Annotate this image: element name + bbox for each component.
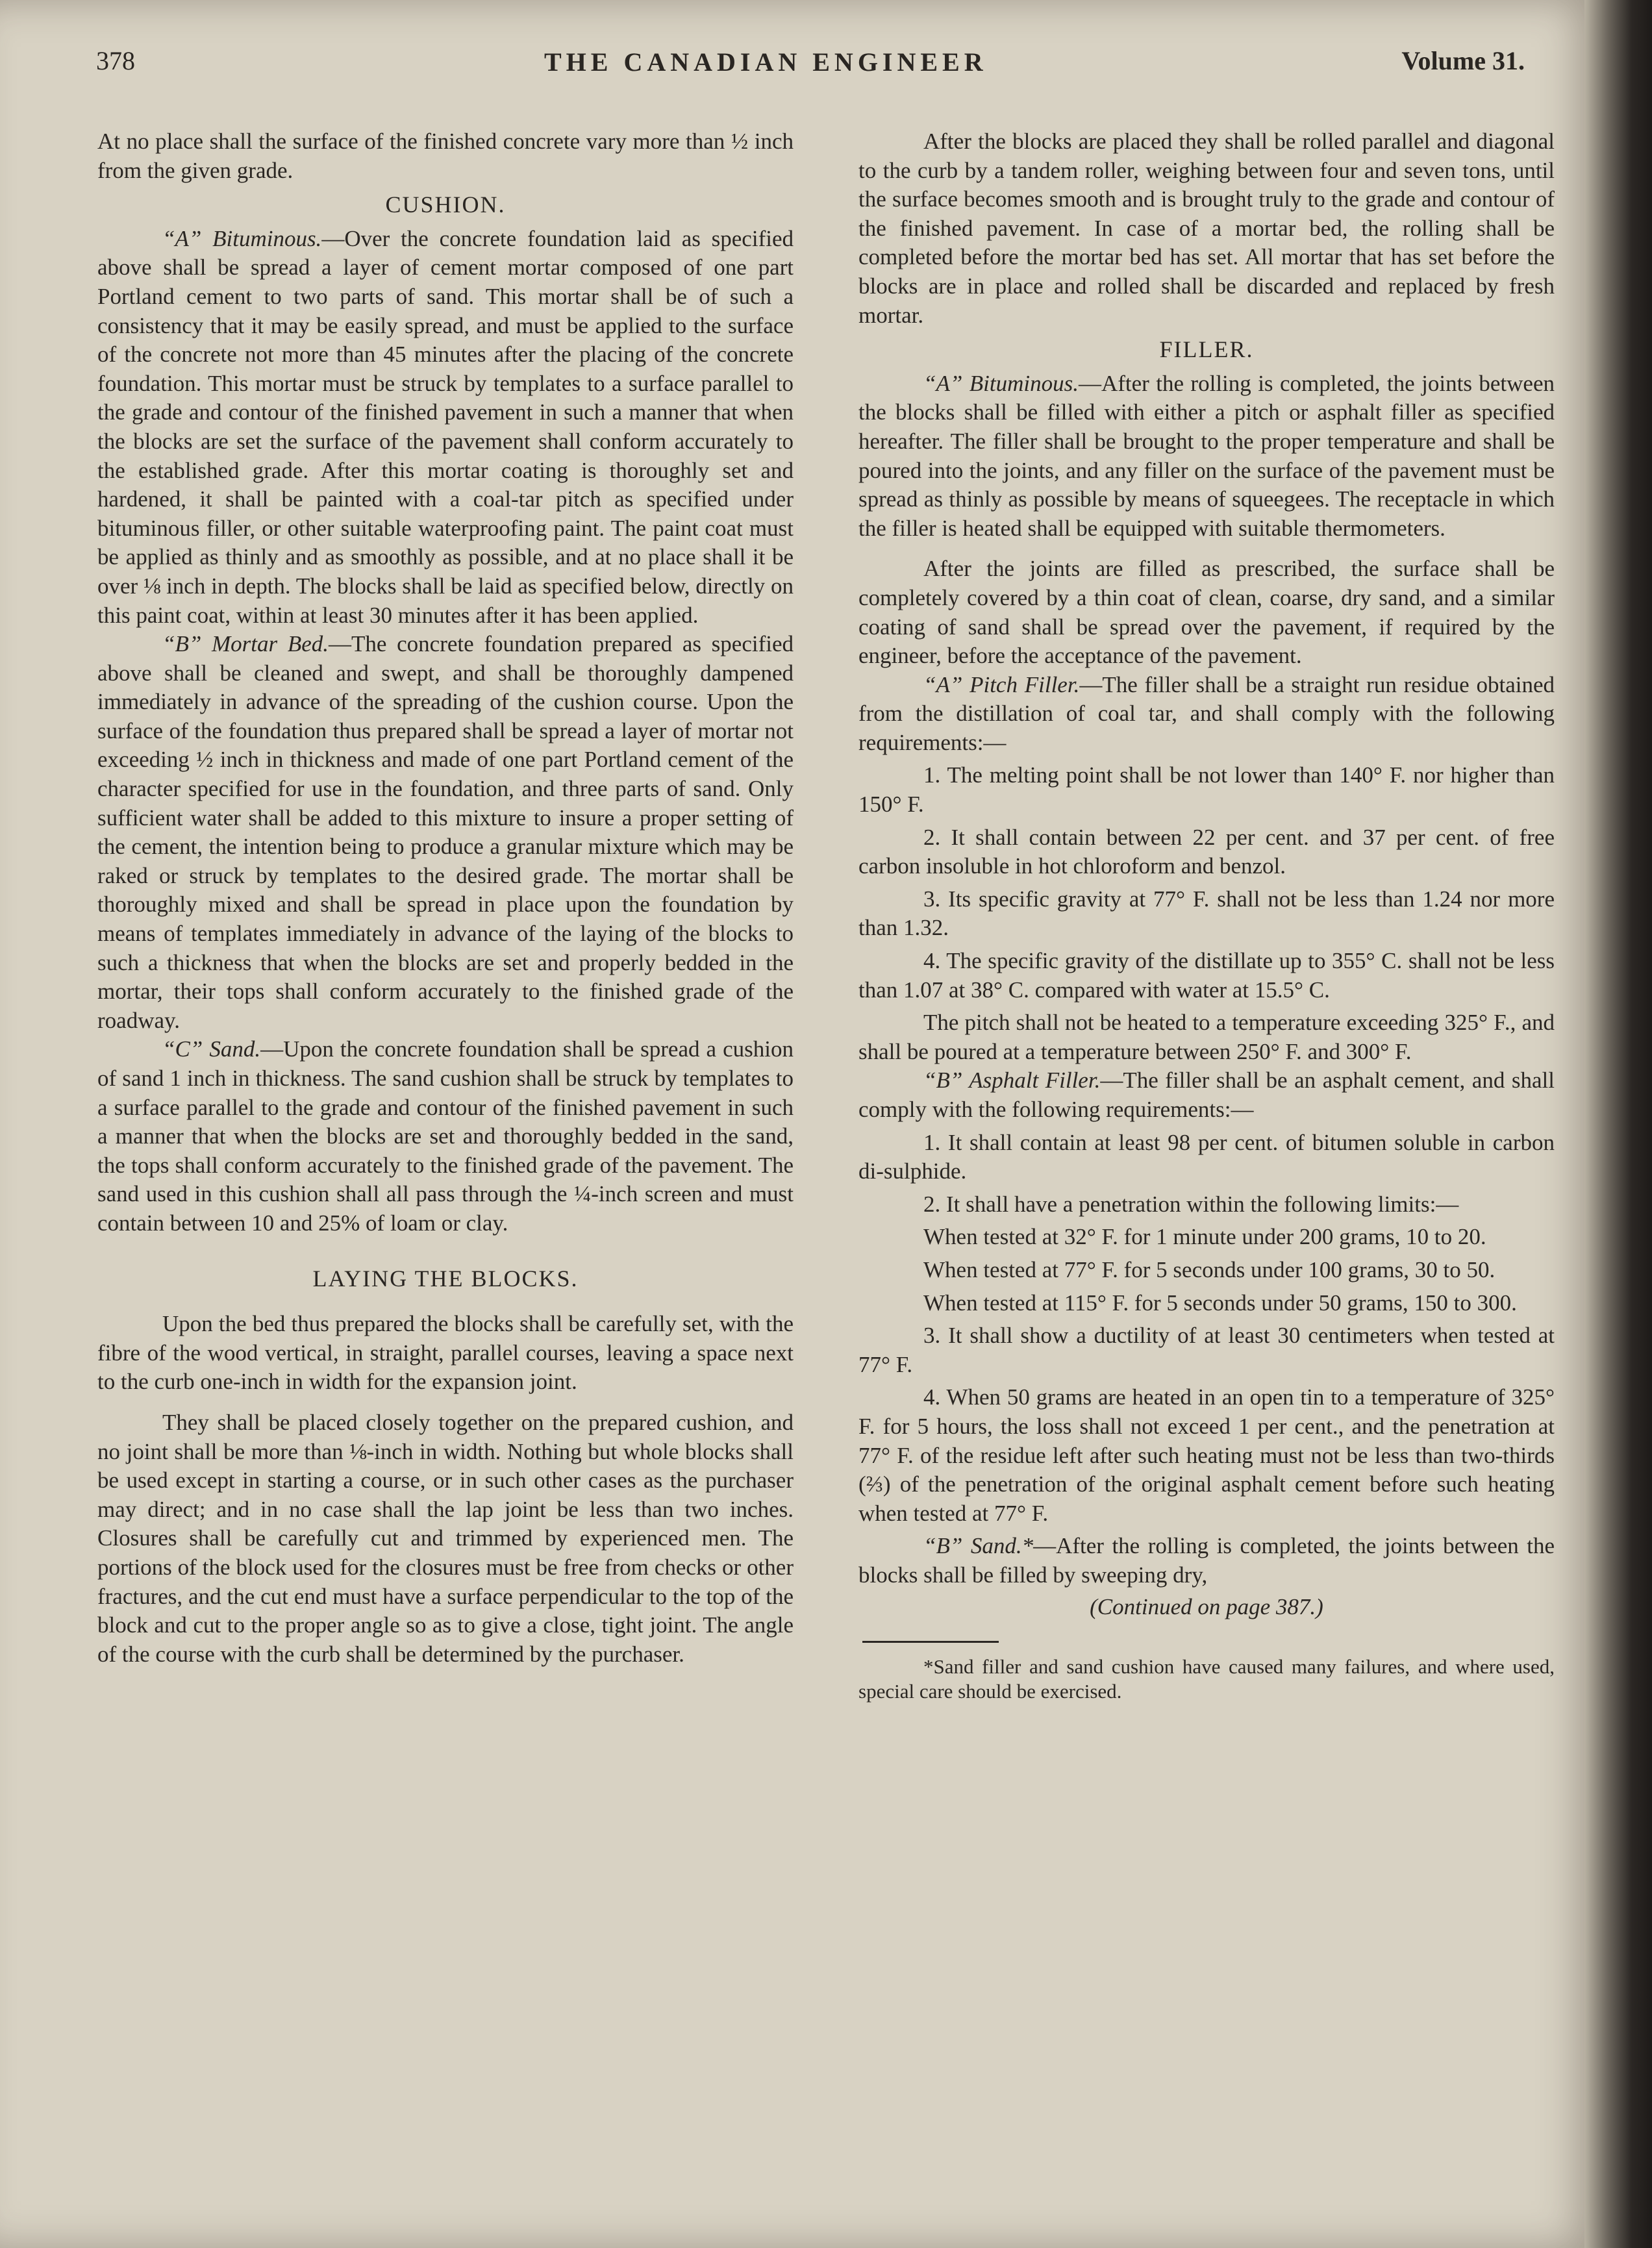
lead-filler-bituminous: “A” Bituminous. bbox=[923, 370, 1079, 396]
pitch-requirement-2: 2. It shall contain between 22 per cent. and 37 per cent. of free carbon insoluble in hot chloroform and benzol. bbox=[858, 824, 1555, 879]
text-mortar-bed: —The concrete foundation prepared as specified above shall be cleaned and swept, and shall be thoroughly dampened immediately in advance of the spreading of the cushion course. Upon the surface of the foundation thus prepared shall be spread a layer of mortar not exceeding ½ inch in thickness and made of one part Portland cement of the character specified for use in the foundation, and three parts of sand. Only sufficient water shall be added to this mixture to insure a proper setting of the cement, the intention being to produce a granular mixture which may be raked or struck by templates to the desired grade. The mortar shall be thoroughly mixed and shall be spread in place upon the foundation by means of templates immediately in advance of the laying of the blocks to such a thickness that when the blocks are set and properly bedded in the mortar, their tops shall conform accurately to the finished grade of the roadway. bbox=[97, 631, 794, 1033]
heading-laying-blocks: LAYING THE BLOCKS. bbox=[312, 1265, 579, 1292]
asphalt-penetration-3: When tested at 115° F. for 5 seconds under 50 grams, 150 to 300. bbox=[923, 1290, 1517, 1316]
lead-bituminous: “A” Bituminous. bbox=[162, 225, 322, 251]
text-sand-filler: —After the rolling is completed, the joints between the blocks shall be filled by sweeping dry, bbox=[858, 1533, 1555, 1588]
book-spine-edge bbox=[1584, 0, 1652, 2248]
heading-cushion: CUSHION. bbox=[385, 192, 506, 218]
asphalt-requirement-2: 2. It shall have a penetration within the following limits:— bbox=[923, 1191, 1459, 1217]
text-bituminous: —Over the concrete foundation laid as specified above shall be spread a layer of cement mortar composed of one part Portland cement to two parts of sand. This mortar shall be of such a consistency that it may be easily spread, and must be applied to the surface of the concrete not more than 45 minutes after the placing of the concrete foundation. This mortar must be struck by templates to a surface parallel to the grade and contour of the finished pavement in such a manner that when the blocks are set the surface of the pavement shall conform accurately to the established grade. After this mortar coating is thoroughly set and hardened, it shall be painted with a coal-tar pitch as specified under bituminous filler, or other suitable waterproofing paint. The paint coat must be applied as thinly and as smoothly as possible, and at no place shall it be over ⅛ inch in depth. The blocks shall be laid as specified below, directly on this paint coat, within at least 30 minutes after it has been applied. bbox=[97, 225, 794, 628]
paragraph-laying-1: Upon the bed thus prepared the blocks shall be carefully set, with the fibre of the wood vertical, in straight, parallel courses, leaving a space next to the curb one-inch in width for the expansion joint. bbox=[97, 1311, 794, 1395]
paragraph-pitch-heat: The pitch shall not be heated to a temperature exceeding 325° F., and shall be poured at a temperature between 250° F. and 300° F. bbox=[858, 1010, 1555, 1064]
pitch-requirement-3: 3. Its specific gravity at 77° F. shall not be less than 1.24 nor more than 1.32. bbox=[858, 886, 1555, 941]
footnote-rule bbox=[862, 1641, 999, 1643]
journal-title: THE CANADIAN ENGINEER bbox=[544, 47, 988, 77]
page-header bbox=[96, 40, 1525, 86]
asphalt-requirement-1: 1. It shall contain at least 98 per cent. of bitumen soluble in carbon di-sulphide. bbox=[858, 1129, 1555, 1184]
text-pitch-filler: —The filler shall be a straight run residue obtained from the distillation of coal tar, and shall comply with the following requirements:— bbox=[858, 671, 1555, 755]
paragraph-after-joints: After the joints are filled as prescribed, the surface shall be completely covered by a thin coat of clean, coarse, dry sand, and a similar coating of sand shall be spread over the pavement, if required by the engineer, before the acceptance of the pavement. bbox=[858, 556, 1555, 669]
paragraph-filler-bituminous bbox=[858, 369, 1555, 543]
right-column bbox=[858, 127, 1555, 1704]
paragraph-laying-2: They shall be placed closely together on the prepared cushion, and no joint shall be more than ⅛-inch in width. Nothing but whole blocks shall be used except in starting a course, or in such other cases as the purchaser may direct; and in no case shall the lap joint be less than two inches. Closures shall be carefully cut and trimmed by experienced men. The portions of the block used for the closures must be free from checks or other fractures, and the cut end must have a surface perpendicular to the top of the block and cut to the proper angle so as to give a close, tight joint. The angle of the course with the curb shall be determined by the purchaser. bbox=[97, 1409, 794, 1667]
paragraph-cushion-bituminous bbox=[97, 225, 794, 630]
paragraph-asphalt-filler bbox=[858, 1066, 1555, 1124]
continued-note: (Continued on page 387.) bbox=[1090, 1593, 1323, 1619]
heading-filler: FILLER. bbox=[1159, 336, 1254, 363]
footnote: *Sand filler and sand cushion have caused many failures, and where used, special care should be exercised. bbox=[858, 1655, 1555, 1703]
page-number: 378 bbox=[96, 46, 135, 75]
paragraph-pitch-filler bbox=[858, 671, 1555, 758]
pitch-requirement-1: 1. The melting point shall be not lower than 140° F. nor higher than 150° F. bbox=[858, 762, 1555, 818]
lead-mortar-bed: “B” Mortar Bed. bbox=[162, 631, 329, 657]
paragraph-rolling: After the blocks are placed they shall be rolled parallel and diagonal to the curb by a tandem roller, weighing between four and seven tons, until the surface becomes smooth and is brought truly to the grade and contour of the finished pavement. In case of a mortar bed, the rolling shall be completed before the mortar bed has set. All mortar that has set before the blocks are in place and rolled shall be discarded and replaced by fresh mortar. bbox=[858, 129, 1555, 328]
pitch-requirement-4: 4. The specific gravity of the distillate up to 355° C. shall not be less than 1.07 at 38° C. compared with water at 15.5° C. bbox=[858, 948, 1555, 1003]
lead-asphalt-filler: “B” Asphalt Filler. bbox=[923, 1068, 1101, 1093]
paragraph-sand-filler bbox=[858, 1532, 1555, 1590]
lead-pitch-filler: “A” Pitch Filler. bbox=[923, 671, 1080, 697]
paragraph-sand-cushion bbox=[97, 1035, 794, 1238]
asphalt-requirement-3: 3. It shall show a ductility of at least 30 centimeters when tested at 77° F. bbox=[858, 1323, 1555, 1377]
asphalt-requirement-4: 4. When 50 grams are heated in an open tin to a temperature of 325° F. for 5 hours, the loss shall not exceed 1 per cent., and the penetration at 77° F. of the residue left after such heating must not be less than two-thirds (⅔) of the penetration of the original asphalt cement before such heating when tested at 77° F. bbox=[858, 1384, 1555, 1526]
lead-sand: “C” Sand. bbox=[162, 1036, 261, 1062]
asphalt-penetration-1: When tested at 32° F. for 1 minute under 200 grams, 10 to 20. bbox=[923, 1224, 1486, 1250]
left-column bbox=[97, 127, 794, 1669]
text-filler-bituminous: —After the rolling is completed, the joints between the blocks shall be filled with either a pitch or asphalt filler as specified hereafter. The filler shall be brought to the proper temperature and shall be poured into the joints, and any filler on the surface of the pavement must be spread as thinly as possible by means of squeegees. The receptacle in which the filler is heated shall be equipped with suitable thermometers. bbox=[858, 370, 1555, 541]
lead-sand-filler: “B” Sand.* bbox=[923, 1533, 1034, 1559]
asphalt-penetration-2: When tested at 77° F. for 5 seconds under 100 grams, 30 to 50. bbox=[923, 1256, 1496, 1282]
text-sand: —Upon the concrete foundation shall be spread a cushion of sand 1 inch in thickness. The sand cushion shall be struck by templates to a surface parallel to the grade and contour of the finished pavement in such a manner that when the blocks are set and thoroughly bedded in the sand, the tops shall conform accurately to the finished grade of the pavement. The sand used in this cushion shall all pass through the ¼-inch screen and must contain between 10 and 25% of loam or clay. bbox=[97, 1036, 794, 1236]
volume-label: Volume 31. bbox=[1401, 46, 1525, 75]
paragraph-grade: At no place shall the surface of the finished concrete vary more than ½ inch from the given grade. bbox=[97, 129, 794, 183]
paragraph-mortar-bed bbox=[97, 630, 794, 1035]
text-asphalt-filler: —The filler shall be an asphalt cement, and shall comply with the following requirements:— bbox=[858, 1068, 1555, 1122]
